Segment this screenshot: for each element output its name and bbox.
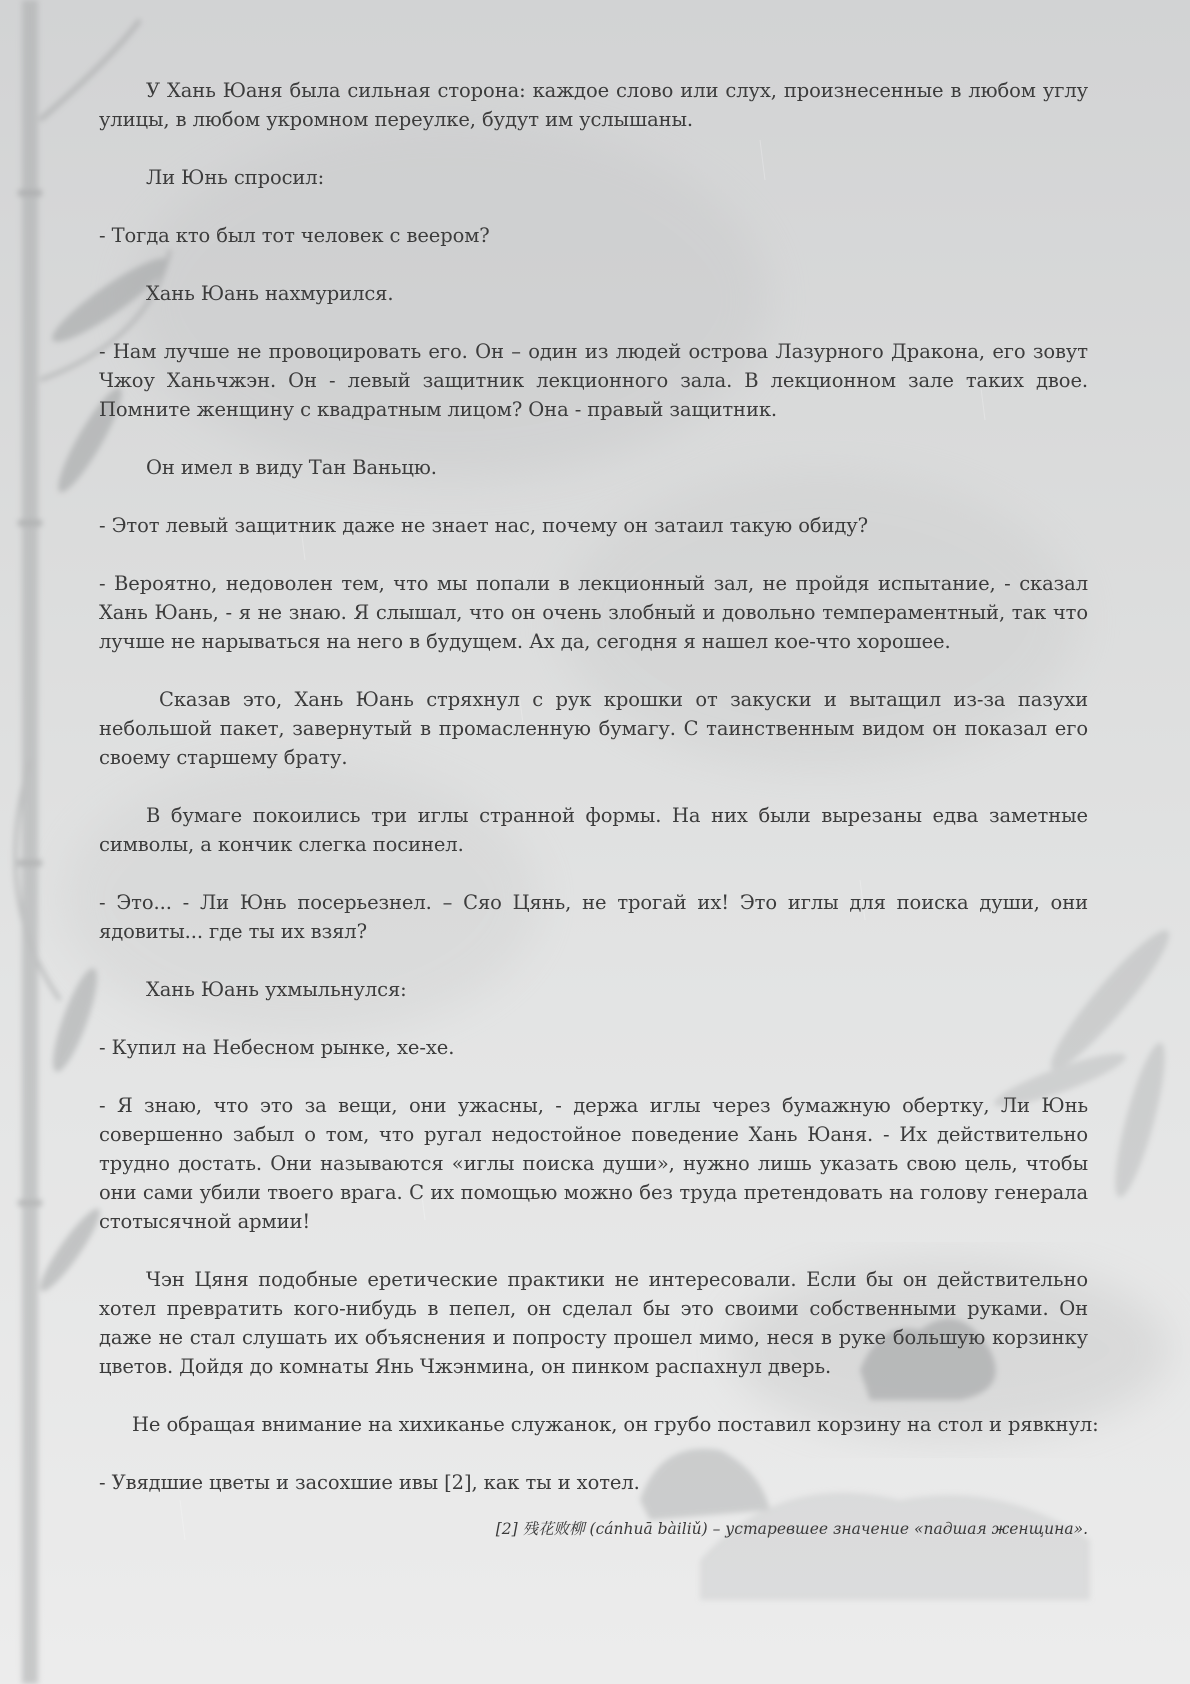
dialogue-line: - Нам лучше не провоцировать его. Он – один из людей острова Лазурного Дракона, его зовут Чжоу Ханьчжэн. Он - левый защитник лекционного зала. В лекционном зале таких двое. Помните женщину с квадратным лицом? Она - правый защитник. [99, 340, 1088, 421]
dialogue-line: - Тогда кто был тот человек с веером? [99, 224, 490, 247]
dialogue-line: - Вероятно, недоволен тем, что мы попали в лекционный зал, не пройдя испытание, - сказал Хань Юань, - я не знаю. Я слышал, что он очень злобный и довольно темпераментный, так что лучше не нарываться на него в будущем. Ах да, сегодня я нашел кое-что хорошее. [99, 572, 1088, 653]
dialogue-line: - Это... - Ли Юнь посерьезнел. – Сяо Цянь, не трогай их! Это иглы для поиска души, они ядовиты... где ты их взял? [99, 891, 1088, 943]
paragraph: Хань Юань нахмурился. [146, 282, 394, 305]
paragraph: Чэн Цяня подобные еретические практики не интересовали. Если бы он действительно хотел превратить кого-нибудь в пепел, он сделал бы это своими собственными руками. Он даже не стал слушать их объяснения и попросту прошел мимо, неся в руке большую корзинку цветов. Дойдя до комнаты Янь Чжэнмина, он пинком распахнул дверь. [99, 1268, 1088, 1378]
paragraph: Хань Юань ухмыльнулся: [146, 978, 407, 1001]
paragraph: Он имел в виду Тан Ваньцю. [146, 456, 437, 479]
paragraph: Не обращая внимание на хихиканье служанок, он грубо поставил корзину на стол и рявкнул: [132, 1413, 1099, 1436]
footnote: [2] 残花败柳 (cánhuā bàiliǔ) – устаревшее значение «падшая женщина». [495, 1520, 1088, 1538]
dialogue-line: - Я знаю, что это за вещи, они ужасны, - держа иглы через бумажную обертку, Ли Юнь совершенно забыл о том, что ругал недостойное поведение Хань Юаня. - Их действительно трудно достать. Они называются «иглы поиска души», нужно лишь указать свою цель, чтобы они сами убили твоего врага. С их помощью можно без труда претендовать на голову генерала стотысячной армии! [99, 1094, 1088, 1233]
paragraph: Сказав это, Хань Юань стряхнул с рук крошки от закуски и вытащил из-за пазухи небольшой пакет, завернутый в промасленную бумагу. С таинственным видом он показал его своему старшему брату. [99, 688, 1088, 769]
chapter-text [99, 76, 1099, 1540]
paragraph: В бумаге покоились три иглы странной формы. На них были вырезаны едва заметные символы, а кончик слегка посинел. [99, 804, 1088, 856]
dialogue-line: - Купил на Небесном рынке, хе-хе. [99, 1036, 455, 1059]
dialogue-line: - Этот левый защитник даже не знает нас, почему он затаил такую обиду? [99, 514, 869, 537]
paragraph: Ли Юнь спросил: [146, 166, 325, 189]
paragraph: У Хань Юаня была сильная сторона: каждое слово или слух, произнесенные в любом углу улицы, в любом укромном переулке, будут им услышаны. [99, 79, 1088, 131]
dialogue-line: - Увядшие цветы и засохшие ивы [2], как ты и хотел. [99, 1471, 640, 1494]
